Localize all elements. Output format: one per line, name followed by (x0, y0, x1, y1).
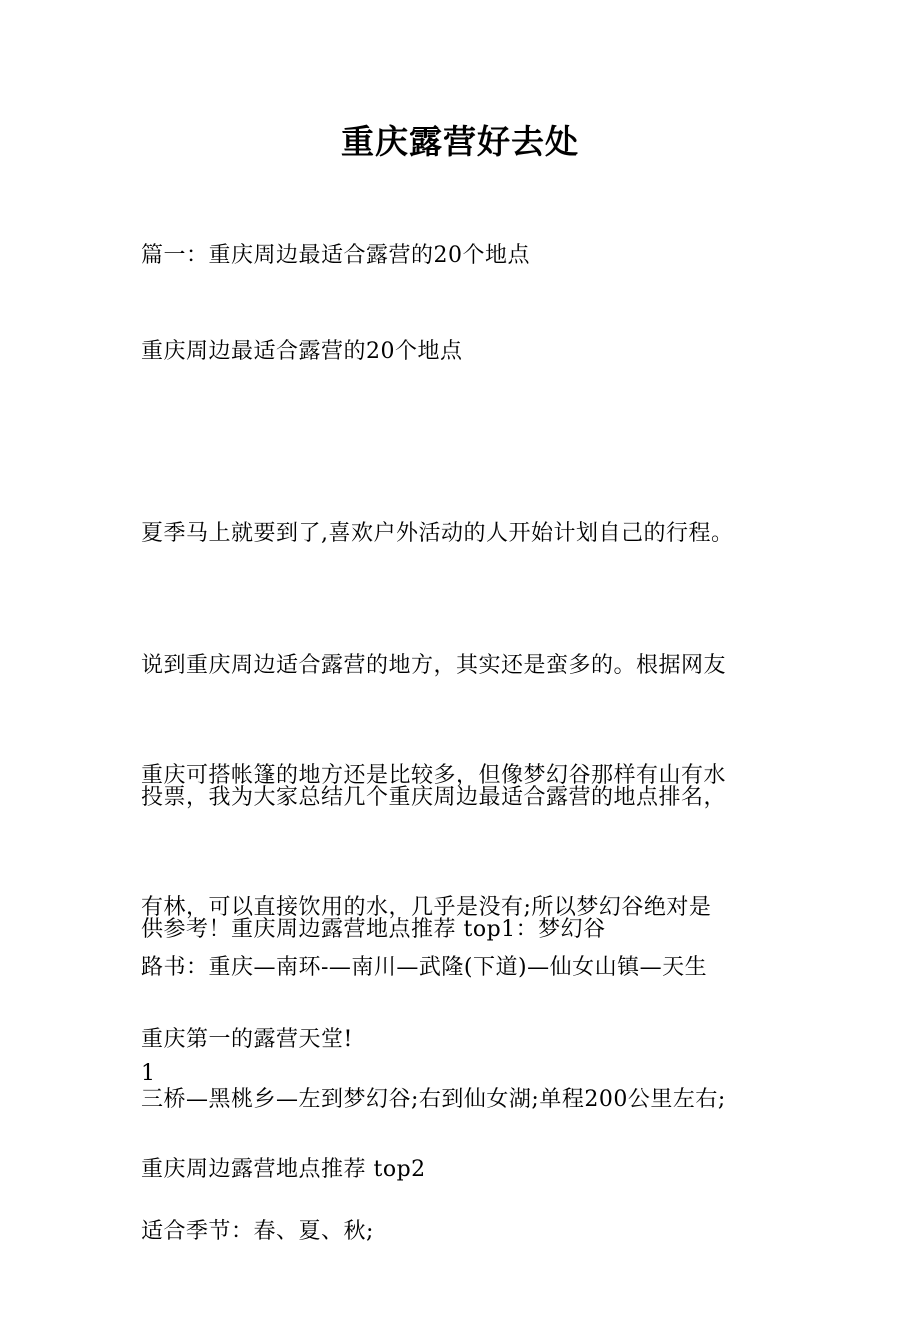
dream-valley-line: 有林，可以直接饮用的水，几乎是没有;所以梦幻谷绝对是 (141, 895, 712, 920)
intro-line: 夏季马上就要到了,喜欢户外活动的人开始计划自己的行程。 (141, 521, 734, 546)
document-title: 重庆露营好去处 (341, 122, 579, 161)
intro-line: 说到重庆周边适合露营的地方，其实还是蛮多的。根据网友 (141, 653, 727, 678)
dream-valley-line: 重庆第一的露营天堂! (141, 1027, 353, 1052)
route-line: 适合季节：春、夏、秋; (141, 1219, 374, 1244)
route-line: 三桥—黑桃乡—左到梦幻谷;右到仙女湖;单程200公里左右; (141, 1087, 726, 1112)
section-heading: 篇一：重庆周边最适合露营的20个地点 (141, 243, 530, 268)
page-number: 1 (141, 1061, 156, 1086)
route-line: 路书：重庆—南环-—南川—武隆(下道)—仙女山镇—天生 (141, 955, 708, 980)
route-paragraph (141, 858, 791, 1342)
intro-line: 投票，我为大家总结几个重庆周边最适合露营的地点排名， (141, 785, 727, 810)
intro-line: 供参考！重庆周边露营地点推荐 top1：梦幻谷 (141, 917, 606, 942)
dream-valley-line: 重庆可搭帐篷的地方还是比较多，但像梦幻谷那样有山有水 (141, 763, 727, 788)
top2-heading: 重庆周边露营地点推荐 top2 (141, 1157, 426, 1182)
subtitle: 重庆周边最适合露营的20个地点 (141, 339, 463, 364)
